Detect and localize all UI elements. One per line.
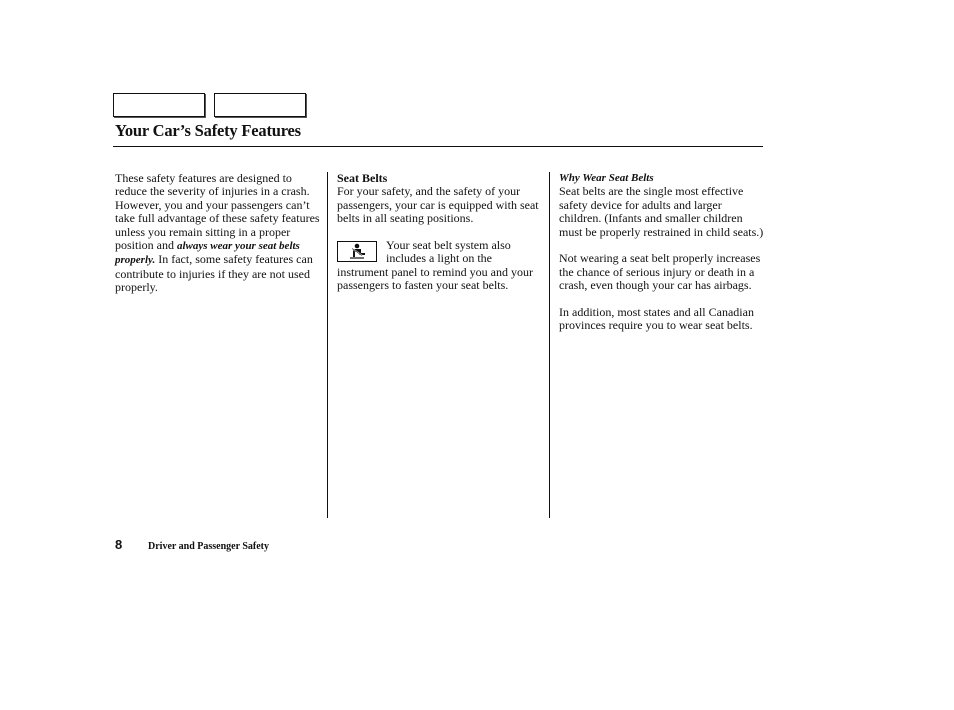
column-intro (115, 172, 320, 308)
why-wear-paragraph-3: In addition, most states and all Canadian provinces require you to wear seat belts. (559, 305, 754, 333)
why-wear-paragraph-2: Not wearing a seat belt properly increases the chance of serious injury or death in a crash, even though your car has airbags. (559, 251, 761, 293)
page-title: Your Car’s Safety Features (115, 121, 301, 140)
seat-belts-paragraph-2: Your seat belt system also includes a light on the instrument panel to remind you and your passengers to fasten your seat belts. (337, 238, 533, 293)
seat-belts-paragraph-1: For your safety, and the safety of your passengers, your car is equipped with seat belts in all seating positions. (337, 184, 539, 226)
column-divider-2 (549, 172, 550, 518)
column-divider-1 (327, 172, 328, 518)
column-why-wear (559, 172, 764, 346)
title-rule (113, 146, 763, 147)
seat-belt-reminder-icon (337, 241, 377, 262)
footer-section-title: Driver and Passenger Safety (148, 541, 270, 552)
intro-text-end: In fact, some safety features can contribute to injuries if they are not used properly. (115, 252, 313, 295)
section-tab-1 (113, 93, 205, 117)
intro-text: These safety features are designed to reduce the severity of injuries in a crash. However, you and your passengers can’t take full advantage of these safety features unless you remain sitting in a proper position and (115, 171, 320, 253)
intro-paragraph (115, 172, 320, 295)
why-wear-paragraph-1: Seat belts are the single most effective safety device for adults and larger children. (Infants and smaller children must be properly restrained in child seats.) (559, 184, 764, 239)
seat-belt-reminder-block (337, 239, 544, 293)
column-seat-belts (337, 172, 544, 306)
why-wear-heading: Why Wear Seat Belts (559, 172, 654, 184)
intro-emphasis: always wear your seat belts properly. (115, 240, 300, 267)
page-number: 8 (115, 537, 123, 552)
section-tab-2 (214, 93, 306, 117)
seat-belts-heading: Seat Belts (337, 171, 388, 185)
